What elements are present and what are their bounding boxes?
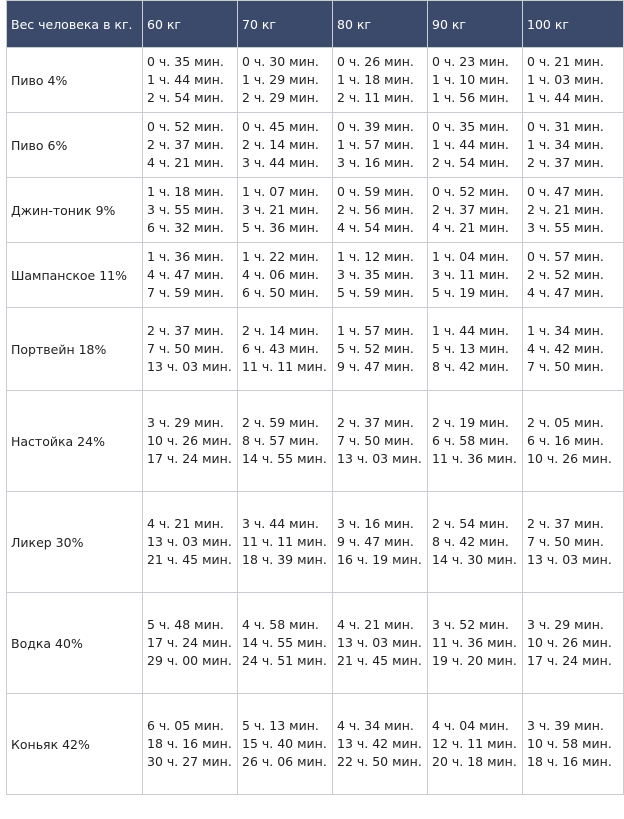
time-value: 6 ч. 16 мин. (527, 433, 604, 448)
time-value: 4 ч. 34 мин. (337, 718, 414, 733)
time-value: 0 ч. 35 мин. (432, 119, 509, 134)
time-value: 2 ч. 56 мин. (337, 202, 414, 217)
time-value: 1 ч. 57 мин. (337, 137, 414, 152)
time-value: 11 ч. 11 мин. (242, 359, 327, 374)
time-value: 3 ч. 55 мин. (527, 220, 604, 235)
drink-name: Водка 40% (7, 593, 143, 694)
time-value: 3 ч. 16 мин. (337, 516, 414, 531)
time-value: 2 ч. 37 мин. (432, 202, 509, 217)
time-value: 9 ч. 47 мин. (337, 534, 414, 549)
time-cell (523, 492, 624, 593)
table-row (7, 48, 624, 113)
time-cell (143, 694, 238, 795)
drink-name: Джин-тоник 9% (7, 178, 143, 243)
time-value: 29 ч. 00 мин. (147, 653, 232, 668)
time-value: 7 ч. 50 мин. (527, 534, 604, 549)
time-cell (143, 113, 238, 178)
time-value: 1 ч. 07 мин. (242, 184, 319, 199)
time-cell (143, 48, 238, 113)
time-value: 13 ч. 03 мин. (337, 451, 422, 466)
time-value: 0 ч. 59 мин. (337, 184, 414, 199)
time-cell (523, 48, 624, 113)
time-value: 4 ч. 47 мин. (527, 285, 604, 300)
time-value: 0 ч. 39 мин. (337, 119, 414, 134)
table-row (7, 113, 624, 178)
time-cell (428, 178, 523, 243)
time-value: 18 ч. 16 мин. (527, 754, 612, 769)
time-cell (238, 48, 333, 113)
time-value: 1 ч. 22 мин. (242, 249, 319, 264)
time-value: 1 ч. 57 мин. (337, 323, 414, 338)
time-cell (143, 492, 238, 593)
time-value: 3 ч. 29 мин. (147, 415, 224, 430)
time-cell (428, 391, 523, 492)
time-cell (523, 593, 624, 694)
time-value: 2 ч. 37 мин. (527, 155, 604, 170)
alcohol-elimination-table (6, 0, 624, 795)
time-cell (143, 391, 238, 492)
time-cell (428, 694, 523, 795)
time-value: 7 ч. 50 мин. (337, 433, 414, 448)
time-value: 3 ч. 21 мин. (242, 202, 319, 217)
time-value: 2 ч. 19 мин. (432, 415, 509, 430)
time-value: 1 ч. 44 мин. (147, 72, 224, 87)
time-value: 4 ч. 21 мин. (147, 516, 224, 531)
time-value: 10 ч. 58 мин. (527, 736, 612, 751)
time-value: 1 ч. 34 мин. (527, 137, 604, 152)
header-weight-80: 80 кг (333, 1, 428, 48)
time-value: 7 ч. 50 мин. (147, 341, 224, 356)
time-value: 1 ч. 18 мин. (337, 72, 414, 87)
header-weight-label: Вес человека в кг. (7, 1, 143, 48)
time-value: 10 ч. 26 мин. (527, 635, 612, 650)
time-value: 2 ч. 37 мин. (337, 415, 414, 430)
time-value: 5 ч. 52 мин. (337, 341, 414, 356)
time-value: 0 ч. 47 мин. (527, 184, 604, 199)
time-value: 4 ч. 47 мин. (147, 267, 224, 282)
time-value: 13 ч. 03 мин. (527, 552, 612, 567)
time-value: 14 ч. 30 мин. (432, 552, 517, 567)
time-cell (143, 178, 238, 243)
time-value: 26 ч. 06 мин. (242, 754, 327, 769)
time-value: 0 ч. 21 мин. (527, 54, 604, 69)
time-cell (333, 694, 428, 795)
time-value: 2 ч. 37 мин. (147, 137, 224, 152)
time-cell (333, 593, 428, 694)
time-value: 2 ч. 37 мин. (147, 323, 224, 338)
time-value: 18 ч. 39 мин. (242, 552, 327, 567)
time-value: 2 ч. 14 мин. (242, 137, 319, 152)
time-value: 2 ч. 29 мин. (242, 90, 319, 105)
time-value: 12 ч. 11 мин. (432, 736, 517, 751)
time-value: 3 ч. 16 мин. (337, 155, 414, 170)
header-weight-60: 60 кг (143, 1, 238, 48)
time-value: 20 ч. 18 мин. (432, 754, 517, 769)
time-value: 0 ч. 45 мин. (242, 119, 319, 134)
time-value: 14 ч. 55 мин. (242, 635, 327, 650)
time-value: 0 ч. 35 мин. (147, 54, 224, 69)
time-value: 5 ч. 59 мин. (337, 285, 414, 300)
drink-name: Пиво 6% (7, 113, 143, 178)
time-value: 2 ч. 14 мин. (242, 323, 319, 338)
time-value: 13 ч. 42 мин. (337, 736, 422, 751)
time-value: 11 ч. 11 мин. (242, 534, 327, 549)
time-value: 0 ч. 52 мин. (147, 119, 224, 134)
time-value: 4 ч. 06 мин. (242, 267, 319, 282)
time-value: 6 ч. 32 мин. (147, 220, 224, 235)
time-cell (523, 391, 624, 492)
time-value: 0 ч. 57 мин. (527, 249, 604, 264)
time-value: 5 ч. 19 мин. (432, 285, 509, 300)
time-value: 5 ч. 13 мин. (432, 341, 509, 356)
time-cell (428, 492, 523, 593)
time-value: 7 ч. 50 мин. (527, 359, 604, 374)
time-cell (333, 391, 428, 492)
time-value: 17 ч. 24 мин. (147, 451, 232, 466)
table-row (7, 694, 624, 795)
time-value: 8 ч. 42 мин. (432, 359, 509, 374)
time-value: 0 ч. 26 мин. (337, 54, 414, 69)
time-value: 6 ч. 58 мин. (432, 433, 509, 448)
time-value: 1 ч. 03 мин. (527, 72, 604, 87)
time-value: 1 ч. 18 мин. (147, 184, 224, 199)
drink-name: Коньяк 42% (7, 694, 143, 795)
time-value: 3 ч. 29 мин. (527, 617, 604, 632)
time-value: 2 ч. 11 мин. (337, 90, 414, 105)
time-value: 13 ч. 03 мин. (147, 359, 232, 374)
time-cell (333, 308, 428, 391)
time-value: 1 ч. 04 мин. (432, 249, 509, 264)
time-value: 4 ч. 04 мин. (432, 718, 509, 733)
time-value: 21 ч. 45 мин. (337, 653, 422, 668)
time-value: 1 ч. 44 мин. (527, 90, 604, 105)
time-value: 14 ч. 55 мин. (242, 451, 327, 466)
time-cell (333, 243, 428, 308)
time-cell (238, 391, 333, 492)
time-cell (523, 694, 624, 795)
time-value: 4 ч. 42 мин. (527, 341, 604, 356)
table-row (7, 243, 624, 308)
table-row (7, 492, 624, 593)
time-cell (523, 178, 624, 243)
time-value: 21 ч. 45 мин. (147, 552, 232, 567)
time-cell (333, 113, 428, 178)
time-value: 1 ч. 12 мин. (337, 249, 414, 264)
time-value: 10 ч. 26 мин. (527, 451, 612, 466)
time-value: 2 ч. 54 мин. (147, 90, 224, 105)
time-cell (428, 243, 523, 308)
time-cell (333, 178, 428, 243)
time-value: 2 ч. 54 мин. (432, 155, 509, 170)
time-cell (428, 48, 523, 113)
time-cell (238, 593, 333, 694)
time-value: 5 ч. 13 мин. (242, 718, 319, 733)
time-value: 16 ч. 19 мин. (337, 552, 422, 567)
time-value: 5 ч. 36 мин. (242, 220, 319, 235)
time-value: 0 ч. 30 мин. (242, 54, 319, 69)
time-value: 3 ч. 44 мин. (242, 155, 319, 170)
time-cell (428, 308, 523, 391)
time-value: 0 ч. 52 мин. (432, 184, 509, 199)
time-value: 6 ч. 43 мин. (242, 341, 319, 356)
time-value: 1 ч. 36 мин. (147, 249, 224, 264)
time-value: 1 ч. 56 мин. (432, 90, 509, 105)
time-value: 10 ч. 26 мин. (147, 433, 232, 448)
table-row (7, 178, 624, 243)
header-weight-70: 70 кг (238, 1, 333, 48)
time-cell (238, 694, 333, 795)
time-cell (523, 113, 624, 178)
time-cell (238, 492, 333, 593)
time-value: 3 ч. 44 мин. (242, 516, 319, 531)
time-value: 6 ч. 05 мин. (147, 718, 224, 733)
time-value: 8 ч. 57 мин. (242, 433, 319, 448)
time-value: 5 ч. 48 мин. (147, 617, 224, 632)
time-value: 13 ч. 03 мин. (147, 534, 232, 549)
table-row (7, 308, 624, 391)
time-value: 8 ч. 42 мин. (432, 534, 509, 549)
time-value: 4 ч. 54 мин. (337, 220, 414, 235)
table-row (7, 391, 624, 492)
drink-name: Настойка 24% (7, 391, 143, 492)
time-value: 3 ч. 52 мин. (432, 617, 509, 632)
table-body (7, 48, 624, 795)
header-row (7, 1, 624, 48)
time-value: 6 ч. 50 мин. (242, 285, 319, 300)
time-value: 1 ч. 29 мин. (242, 72, 319, 87)
time-value: 4 ч. 21 мин. (337, 617, 414, 632)
time-cell (428, 593, 523, 694)
time-value: 0 ч. 31 мин. (527, 119, 604, 134)
time-value: 22 ч. 50 мин. (337, 754, 422, 769)
drink-name: Шампанское 11% (7, 243, 143, 308)
time-value: 2 ч. 52 мин. (527, 267, 604, 282)
time-cell (143, 308, 238, 391)
time-value: 2 ч. 54 мин. (432, 516, 509, 531)
table-row (7, 593, 624, 694)
time-value: 3 ч. 11 мин. (432, 267, 509, 282)
time-cell (143, 243, 238, 308)
time-cell (238, 243, 333, 308)
time-value: 3 ч. 55 мин. (147, 202, 224, 217)
time-value: 3 ч. 39 мин. (527, 718, 604, 733)
time-value: 4 ч. 58 мин. (242, 617, 319, 632)
time-value: 17 ч. 24 мин. (527, 653, 612, 668)
time-value: 3 ч. 35 мин. (337, 267, 414, 282)
time-value: 17 ч. 24 мин. (147, 635, 232, 650)
time-value: 2 ч. 05 мин. (527, 415, 604, 430)
time-cell (238, 308, 333, 391)
time-cell (428, 113, 523, 178)
time-cell (523, 308, 624, 391)
time-value: 15 ч. 40 мин. (242, 736, 327, 751)
time-value: 4 ч. 21 мин. (432, 220, 509, 235)
time-value: 1 ч. 44 мин. (432, 323, 509, 338)
time-value: 11 ч. 36 мин. (432, 635, 517, 650)
time-value: 11 ч. 36 мин. (432, 451, 517, 466)
time-value: 19 ч. 20 мин. (432, 653, 517, 668)
drink-name: Пиво 4% (7, 48, 143, 113)
header-weight-100: 100 кг (523, 1, 624, 48)
time-value: 2 ч. 37 мин. (527, 516, 604, 531)
time-value: 9 ч. 47 мин. (337, 359, 414, 374)
time-value: 24 ч. 51 мин. (242, 653, 327, 668)
drink-name: Ликер 30% (7, 492, 143, 593)
time-value: 1 ч. 34 мин. (527, 323, 604, 338)
time-value: 13 ч. 03 мин. (337, 635, 422, 650)
time-cell (523, 243, 624, 308)
time-cell (238, 113, 333, 178)
time-cell (143, 593, 238, 694)
time-value: 1 ч. 44 мин. (432, 137, 509, 152)
time-value: 2 ч. 59 мин. (242, 415, 319, 430)
time-value: 4 ч. 21 мин. (147, 155, 224, 170)
time-value: 30 ч. 27 мин. (147, 754, 232, 769)
time-cell (333, 48, 428, 113)
header-weight-90: 90 кг (428, 1, 523, 48)
time-value: 2 ч. 21 мин. (527, 202, 604, 217)
time-value: 1 ч. 10 мин. (432, 72, 509, 87)
time-cell (238, 178, 333, 243)
time-value: 18 ч. 16 мин. (147, 736, 232, 751)
time-cell (333, 492, 428, 593)
time-value: 7 ч. 59 мин. (147, 285, 224, 300)
time-value: 0 ч. 23 мин. (432, 54, 509, 69)
drink-name: Портвейн 18% (7, 308, 143, 391)
